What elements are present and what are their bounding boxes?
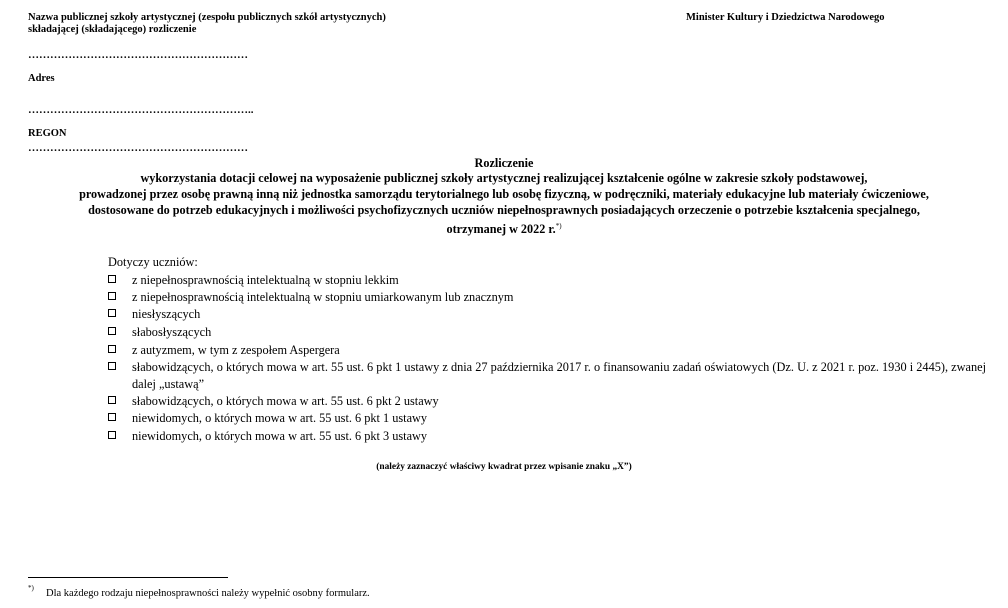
option-label: słabosłyszących bbox=[132, 325, 212, 339]
school-name-label bbox=[28, 12, 386, 36]
option-checkbox[interactable] bbox=[108, 345, 116, 353]
option-checkbox[interactable] bbox=[108, 413, 116, 421]
option-checkbox[interactable] bbox=[108, 396, 116, 404]
option-label: niewidomych, o których mowa w art. 55 ust. 6 pkt 1 ustawy bbox=[132, 411, 428, 425]
address-field[interactable]: …………………………………………………….. bbox=[28, 104, 254, 116]
document-subtitle-year: otrzymanej w 2022 r. bbox=[446, 222, 556, 236]
footnote-separator bbox=[28, 577, 228, 578]
option-label: słabowidzących, o których mowa w art. 55 ust. 6 pkt 2 ustawy bbox=[132, 394, 439, 408]
document-subtitle-line4 bbox=[0, 219, 1008, 237]
checkbox-instruction: (należy zaznaczyć właściwy kwadrat przez wpisanie znaku „X”) bbox=[376, 462, 632, 472]
school-name-label-line1: Nazwa publicznej szkoły artystycznej (zespołu publicznych szkół artystycznych) bbox=[28, 12, 386, 23]
option-label: z niepełnosprawnością intelektualną w stopniu umiarkowanym lub znacznym bbox=[132, 290, 514, 304]
footnote-reference: *) bbox=[555, 222, 562, 230]
option-label: z autyzmem, w tym z zespołem Aspergera bbox=[132, 343, 340, 357]
footnote-mark: *) bbox=[28, 584, 34, 592]
footnote-text: Dla każdego rodzaju niepełnosprawności należy wypełnić osobny formularz. bbox=[46, 588, 370, 599]
option-row bbox=[108, 359, 986, 393]
document-subtitle-line2: prowadzonej przez osobę prawną inną niż jednostka samorządu terytorialnego lub osobę fizyczną, w podręczniki, materiały edukacyjne lub materiały ćwiczeniowe, bbox=[79, 187, 929, 201]
document-subtitle-line1: wykorzystania dotacji celowej na wyposażenie publicznej szkoły artystycznej realizującej kształcenie ogólne w zakresie szkoły podstawowej, bbox=[140, 171, 868, 185]
document-title: Rozliczenie bbox=[474, 156, 534, 170]
option-checkbox[interactable] bbox=[108, 327, 116, 335]
option-checkbox[interactable] bbox=[108, 275, 116, 283]
school-name-label-line2: składającej (składającego) rozliczenie bbox=[28, 24, 197, 35]
option-checkbox[interactable] bbox=[108, 292, 116, 300]
regon-label: REGON bbox=[28, 128, 67, 139]
concerns-intro: Dotyczy uczniów: bbox=[108, 255, 198, 269]
document-subtitle-line3: dostosowane do potrzeb edukacyjnych i możliwości psychofizycznych uczniów niepełnosprawnych posiadających orzeczenie o potrzebie kształcenia specjalnego, bbox=[88, 203, 920, 217]
option-checkbox[interactable] bbox=[108, 431, 116, 439]
regon-field[interactable]: …………………………………………………… bbox=[28, 142, 248, 154]
recipient-minister: Minister Kultury i Dziedzictwa Narodowego bbox=[686, 12, 885, 23]
option-label: niewidomych, o których mowa w art. 55 ust. 6 pkt 3 ustawy bbox=[132, 429, 428, 443]
option-checkbox[interactable] bbox=[108, 309, 116, 317]
option-label: niesłyszących bbox=[132, 307, 201, 321]
school-name-field[interactable]: …………………………………………………… bbox=[28, 49, 248, 61]
option-checkbox[interactable] bbox=[108, 362, 116, 370]
option-label: słabowidzących, o których mowa w art. 55 ust. 6 pkt 1 ustawy z dnia 27 października 2017 r. o finansowaniu zadań oświatowych (Dz. U. z 2021 r. poz. 1930 i 2445), zwanej dalej „ustawą” bbox=[132, 360, 986, 391]
address-label: Adres bbox=[28, 73, 55, 84]
option-label: z niepełnosprawnością intelektualną w stopniu lekkim bbox=[132, 273, 399, 287]
